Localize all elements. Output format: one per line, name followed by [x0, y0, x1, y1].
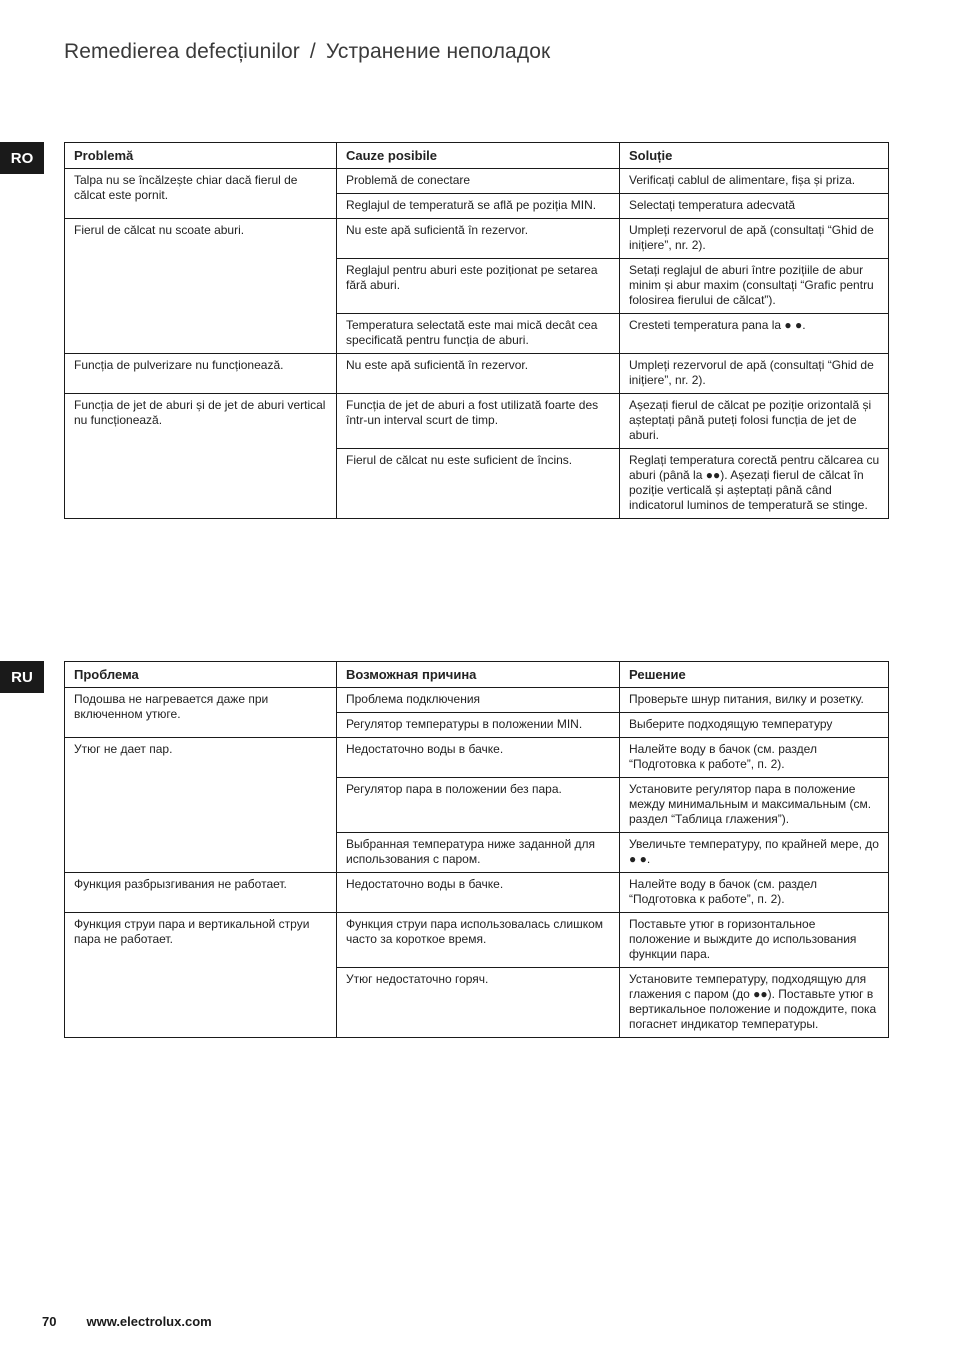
table-row: [65, 394, 889, 449]
solution-cell: Reglați temperatura corectă pentru călcarea cu aburi (până la ●●). Așezați fierul de călcat în poziție verticală și așteptați până când indicatorul luminos de temperatură se stinge.: [620, 449, 889, 519]
problem-cell: Funcția de jet de aburi și de jet de aburi vertical nu funcționează.: [65, 394, 337, 519]
solution-cell: Установите температуру, подходящую для глажения с паром (до ●●). Поставьте утюг в вертикальное положение и подождите, пока погаснет индикатор температуры.: [620, 968, 889, 1038]
solution-cell: Așezați fierul de călcat pe poziție orizontală și așteptați până puteți folosi funcția de jet de aburi.: [620, 394, 889, 449]
cause-cell: Reglajul de temperatură se află pe poziția MIN.: [337, 194, 620, 219]
column-header-cause: Cauze posibile: [337, 143, 620, 169]
page-footer: [42, 1314, 212, 1329]
solution-cell: Налейте воду в бачок (см. раздел “Подготовка к работе”, п. 2).: [620, 873, 889, 913]
table-row: [65, 873, 889, 913]
cause-cell: Регулятор пара в положении без пара.: [337, 778, 620, 833]
troubleshooting-table-ru: [64, 661, 889, 1038]
solution-cell: Установите регулятор пара в положение между минимальным и максимальным (см. раздел “Таблица глажения”).: [620, 778, 889, 833]
page-title-ru: Устранение неполадок: [325, 40, 551, 63]
problem-cell: Fierul de călcat nu scoate aburi.: [65, 219, 337, 354]
solution-cell: Cresteti temperatura pana la ● ●.: [620, 314, 889, 354]
cause-cell: Недостаточно воды в бачке.: [337, 738, 620, 778]
table-row: [65, 169, 889, 194]
cause-cell: Nu este apă suficientă în rezervor.: [337, 354, 620, 394]
column-header-solution: Soluție: [620, 143, 889, 169]
solution-cell: Umpleți rezervorul de apă (consultați “Ghid de inițiere”, nr. 2).: [620, 219, 889, 259]
cause-cell: Nu este apă suficientă în rezervor.: [337, 219, 620, 259]
solution-cell: Проверьте шнур питания, вилку и розетку.: [620, 688, 889, 713]
cause-cell: Fierul de călcat nu este suficient de încins.: [337, 449, 620, 519]
cause-cell: Temperatura selectată este mai mică decât cea specificată pentru funcția de aburi.: [337, 314, 620, 354]
problem-cell: Функция струи пара и вертикальной струи пара не работает.: [65, 913, 337, 1038]
problem-cell: Функция разбрызгивания не работает.: [65, 873, 337, 913]
cause-cell: Проблема подключения: [337, 688, 620, 713]
table-header-row: [65, 143, 889, 169]
solution-cell: Налейте воду в бачок (см. раздел “Подготовка к работе”, п. 2).: [620, 738, 889, 778]
cause-cell: Reglajul pentru aburi este poziționat pe setarea fără aburi.: [337, 259, 620, 314]
cause-cell: Funcția de jet de aburi a fost utilizată foarte des într-un interval scurt de timp.: [337, 394, 620, 449]
page-title-ro: Remedierea defecțiunilor: [64, 40, 300, 63]
cause-cell: Утюг недостаточно горяч.: [337, 968, 620, 1038]
solution-cell: Selectați temperatura adecvată: [620, 194, 889, 219]
table-row: [65, 738, 889, 778]
table-row: [65, 354, 889, 394]
table-row: [65, 913, 889, 968]
cause-cell: Problemă de conectare: [337, 169, 620, 194]
cause-cell: Выбранная температура ниже заданной для использования с паром.: [337, 833, 620, 873]
column-header-cause: Возможная причина: [337, 662, 620, 688]
table-row: [65, 688, 889, 713]
language-tab-ru: RU: [0, 661, 44, 693]
table-row: [65, 219, 889, 259]
solution-cell: Setați reglajul de aburi între pozițiile de abur minim și abur maxim (consultați “Grafic pentru folosirea fierului de călcat”).: [620, 259, 889, 314]
page-title: [64, 40, 550, 64]
cause-cell: Функция струи пара использовалась слишком часто за короткое время.: [337, 913, 620, 968]
solution-cell: Verificați cablul de alimentare, fișa și priza.: [620, 169, 889, 194]
cause-cell: Регулятор температуры в положении MIN.: [337, 713, 620, 738]
website-link[interactable]: www.electrolux.com: [86, 1314, 212, 1329]
problem-cell: Подошва не нагревается даже при включенном утюге.: [65, 688, 337, 738]
language-tab-ro: RO: [0, 142, 44, 174]
column-header-solution: Решение: [620, 662, 889, 688]
column-header-problem: Проблема: [65, 662, 337, 688]
problem-cell: Talpa nu se încălzește chiar dacă fierul de călcat este pornit.: [65, 169, 337, 219]
solution-cell: Выберите подходящую температуру: [620, 713, 889, 738]
page-number: 70: [42, 1314, 57, 1329]
table-header-row: [65, 662, 889, 688]
troubleshooting-table-ro: [64, 142, 889, 519]
solution-cell: Umpleți rezervorul de apă (consultați “Ghid de inițiere”, nr. 2).: [620, 354, 889, 394]
column-header-problem: Problemă: [65, 143, 337, 169]
title-separator: /: [309, 40, 316, 63]
cause-cell: Недостаточно воды в бачке.: [337, 873, 620, 913]
problem-cell: Funcția de pulverizare nu funcționează.: [65, 354, 337, 394]
solution-cell: Увеличьте температуру, по крайней мере, до ● ●.: [620, 833, 889, 873]
problem-cell: Утюг не дает пар.: [65, 738, 337, 873]
solution-cell: Поставьте утюг в горизонтальное положение и выждите до использования функции пара.: [620, 913, 889, 968]
